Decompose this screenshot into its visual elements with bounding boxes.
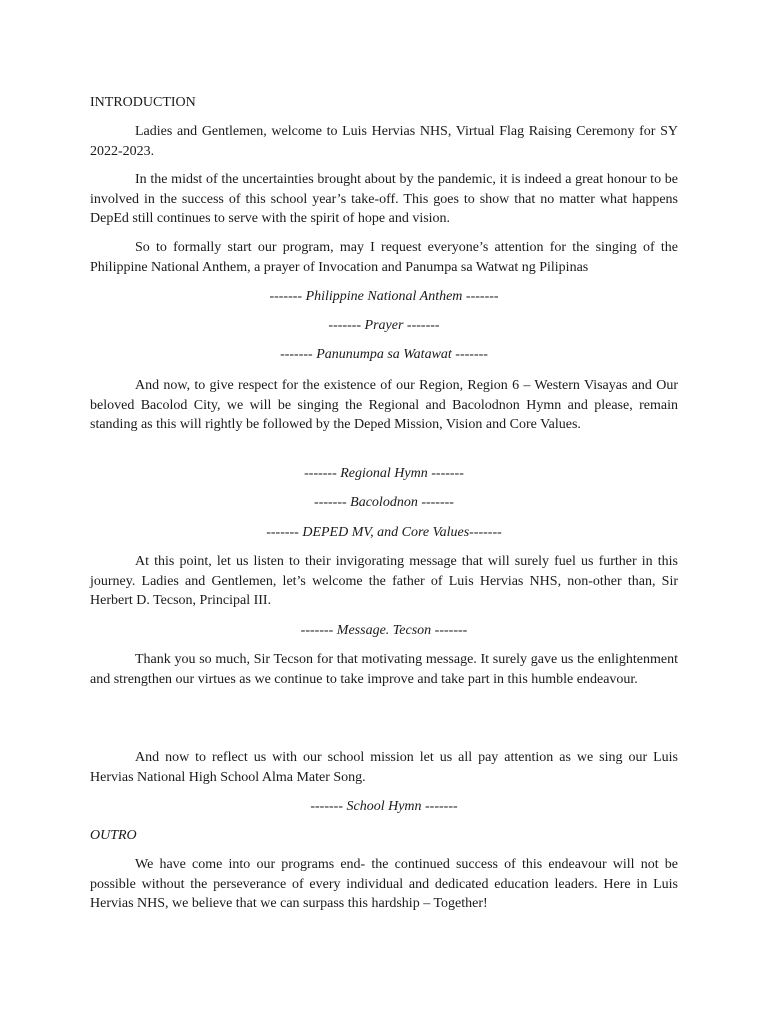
closing-paragraph: We have come into our programs end- the continued success of this endeavour will not be possible without the perseverance of every individual and dedicated education leaders. Here in Luis Hervias NHS, we believe that we can surpass this hardship – Together!: [90, 857, 678, 912]
principal-intro-paragraph: At this point, let us listen to their invigorating message that will surely fuel us further in this journey. Ladies and Gentlemen, let’s welcome the father of Luis Hervias NHS, non-other than, Sir Herbert D. Tecson, Principal III.: [90, 554, 678, 609]
cue-national-anthem: ------- Philippine National Anthem -------: [269, 289, 499, 304]
cue-school-hymn: ------- School Hymn -------: [310, 799, 458, 814]
cue-deped-mv: ------- DEPED MV, and Core Values-------: [266, 525, 502, 540]
cue-panunumpa: ------- Panunumpa sa Watawat -------: [280, 347, 488, 362]
thank-you-paragraph: Thank you so much, Sir Tecson for that motivating message. It surely gave us the enlightenment and strengthen our virtues as we continue to take improve and take part in this humble endeavour.: [90, 652, 678, 687]
pandemic-paragraph: In the midst of the uncertainties brought about by the pandemic, it is indeed a great honour to be involved in the success of this school year’s take-off. This goes to show that no matter what happens DepEd still continues to serve with the spirit of hope and vision.: [90, 172, 678, 227]
program-start-paragraph: So to formally start our program, may I request everyone’s attention for the singing of the Philippine National Anthem, a prayer of Invocation and Panumpa sa Watwat ng Pilipinas: [90, 240, 678, 275]
introduction-heading: INTRODUCTION: [90, 95, 196, 110]
cue-regional-hymn: ------- Regional Hymn -------: [304, 466, 464, 481]
cue-prayer: ------- Prayer -------: [328, 318, 440, 333]
cue-message-tecson: ------- Message. Tecson -------: [300, 623, 468, 638]
welcome-paragraph: Ladies and Gentlemen, welcome to Luis Hervias NHS, Virtual Flag Raising Ceremony for SY 2022-2023.: [90, 124, 678, 159]
region-paragraph: And now, to give respect for the existence of our Region, Region 6 – Western Visayas and Our beloved Bacolod City, we will be singing the Regional and Bacolodnon Hymn and please, remain standing as this will rightly be followed by the Deped Mission, Vision and Core Values.: [90, 378, 678, 433]
alma-mater-paragraph: And now to reflect us with our school mission let us all pay attention as we sing our Luis Hervias National High School Alma Mater Song.: [90, 750, 678, 785]
outro-heading: OUTRO: [90, 828, 137, 843]
cue-bacolodnon: ------- Bacolodnon -------: [314, 495, 454, 510]
